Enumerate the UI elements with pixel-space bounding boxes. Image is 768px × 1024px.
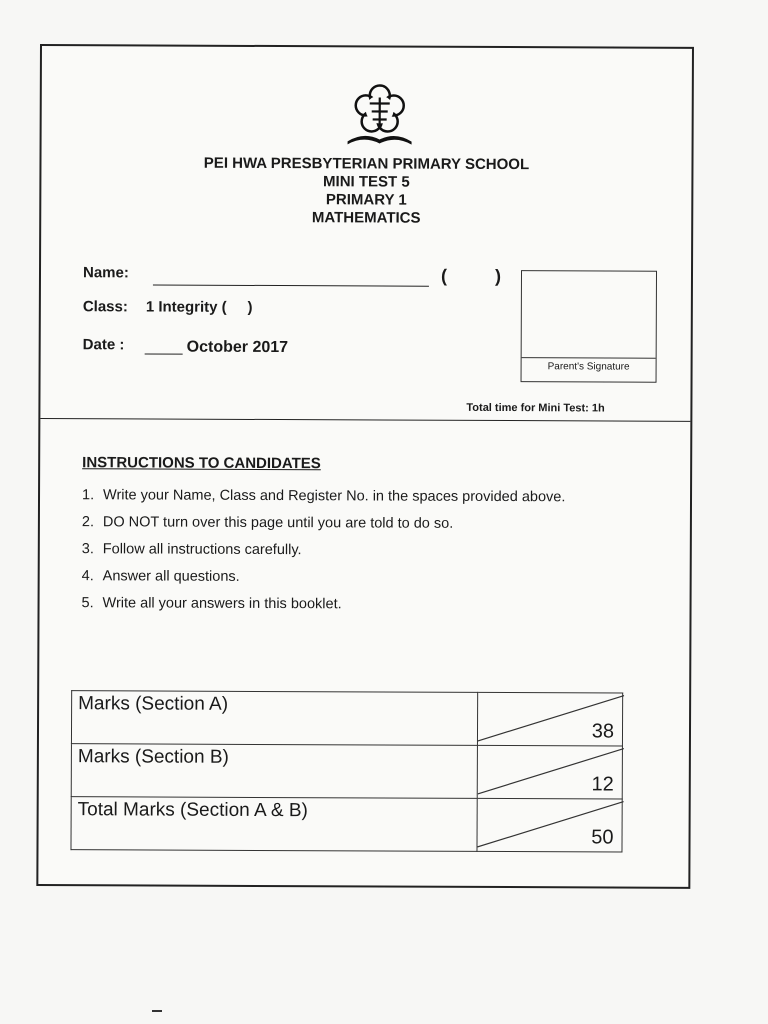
table-row <box>71 691 622 746</box>
instruction-item <box>81 590 641 619</box>
marks-label: Total Marks (Section A & B) <box>71 797 477 852</box>
date-value: October 2017 <box>186 338 289 357</box>
instruction-text: Follow all instructions carefully. <box>102 541 302 559</box>
instruction-item <box>82 509 642 538</box>
instruction-text: Write all your answers in this booklet. <box>102 595 342 613</box>
instruction-item <box>82 536 642 565</box>
table-row <box>71 797 622 852</box>
table-row <box>71 744 622 799</box>
marks-label: Marks (Section B) <box>71 744 477 799</box>
instruction-item <box>82 482 642 511</box>
date-day-field[interactable] <box>145 353 183 354</box>
school-crest-logo <box>340 81 420 151</box>
signature-divider <box>522 357 656 359</box>
instruction-text: Write your Name, Class and Register No. in the spaces provided above. <box>102 487 566 506</box>
marks-score-cell[interactable] <box>477 745 622 799</box>
name-label: Name: <box>82 264 129 282</box>
marks-total: 50 <box>591 826 614 849</box>
instruction-text: DO NOT turn over this page until you are told to do so. <box>102 514 454 532</box>
parent-signature-box[interactable] <box>521 270 657 383</box>
instruction-item <box>82 563 642 592</box>
instruction-number: 4. <box>81 568 94 585</box>
marks-label: Marks (Section A) <box>71 691 477 746</box>
date-label: Date : <box>82 336 125 354</box>
instruction-number: 2. <box>81 514 95 531</box>
class-value: 1 Integrity ( ) <box>145 298 253 316</box>
marks-score-cell[interactable] <box>477 798 622 852</box>
marks-table <box>70 690 623 852</box>
marks-total: 12 <box>591 773 614 796</box>
section-divider <box>40 418 690 422</box>
name-field[interactable] <box>153 284 429 286</box>
marks-score-cell[interactable] <box>478 692 623 746</box>
marks-total: 38 <box>591 720 615 743</box>
instruction-number: 3. <box>81 541 94 558</box>
instructions-title: INSTRUCTIONS TO CANDIDATES <box>82 454 321 473</box>
class-label: Class: <box>82 298 128 316</box>
register-bracket-open: ( <box>440 265 448 286</box>
instruction-number: 1. <box>81 487 95 504</box>
signature-label: Parent's Signature <box>547 361 630 373</box>
instruction-text: Answer all questions. <box>102 568 240 585</box>
subject-title: MATHEMATICS <box>311 209 421 227</box>
scan-mark <box>152 1010 162 1012</box>
level-title: PRIMARY 1 <box>325 191 407 209</box>
total-time: Total time for Mini Test: 1h <box>466 401 605 415</box>
exam-cover-sheet <box>36 44 694 889</box>
test-title: MINI TEST 5 <box>323 173 410 191</box>
instructions-list <box>81 482 642 619</box>
instruction-number: 5. <box>81 595 94 612</box>
school-name: PEI HWA PRESBYTERIAN PRIMARY SCHOOL <box>203 154 530 174</box>
register-bracket-close: ) <box>494 265 502 287</box>
